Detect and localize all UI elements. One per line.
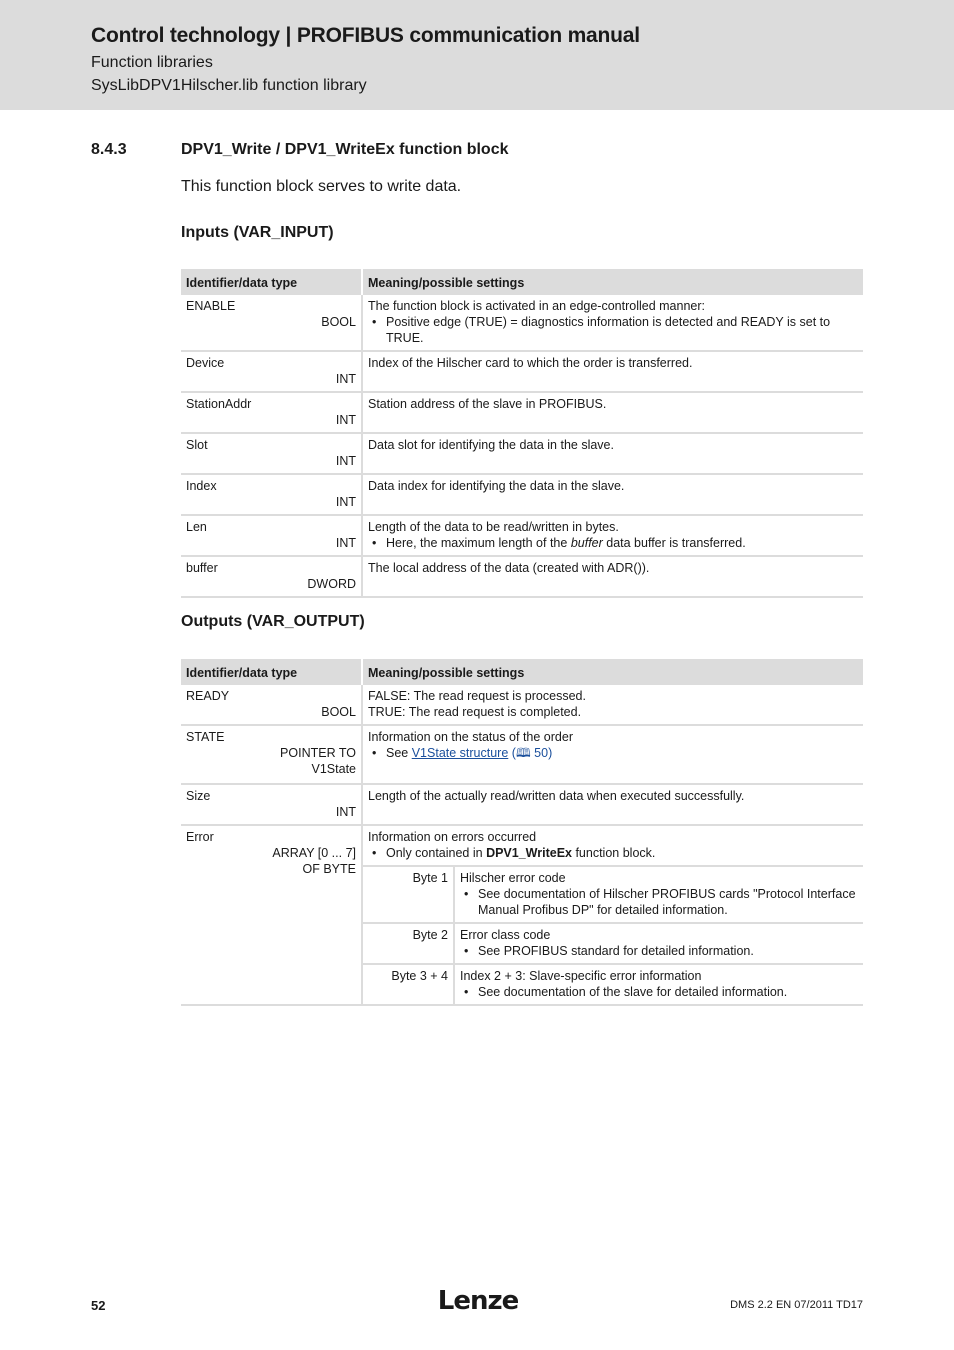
data-type: ARRAY [0 ... 7] xyxy=(272,846,356,860)
lenze-logo-icon xyxy=(438,1286,518,1314)
data-type: OF BYTE xyxy=(302,862,356,876)
bullet-list xyxy=(368,845,858,861)
meaning-cell xyxy=(362,392,863,433)
identifier-name: ENABLE xyxy=(186,299,236,313)
bullet-list xyxy=(460,886,858,918)
data-type: INT xyxy=(335,372,356,386)
bullet-text: See xyxy=(386,746,412,760)
table-row xyxy=(181,392,863,433)
outputs-heading: Outputs (VAR_OUTPUT) xyxy=(181,613,365,630)
data-type: BOOL xyxy=(321,315,356,329)
identifier-cell xyxy=(181,392,362,433)
meaning-text: FALSE: The read request is processed. xyxy=(368,689,586,703)
bullet-item xyxy=(386,845,858,861)
bullet-text: Only contained in xyxy=(386,846,487,860)
outputs-table xyxy=(181,659,863,1006)
table-row xyxy=(181,474,863,515)
error-bytes-table xyxy=(363,865,863,1004)
table-header-row xyxy=(181,659,863,685)
bullet-item: • See PROFIBUS standard for detailed information. xyxy=(478,943,858,959)
data-type: INT xyxy=(335,805,356,819)
meaning-text: The function block is activated in an edge-controlled manner: xyxy=(368,299,705,313)
section-number: 8.4.3 xyxy=(91,141,127,158)
identifier-name: Device xyxy=(186,356,225,370)
data-type: INT xyxy=(335,536,356,550)
column-header-identifier: Identifier/data type xyxy=(181,659,362,685)
byte-title: Error class code xyxy=(460,928,551,942)
identifier-cell xyxy=(181,295,362,351)
bullet-item: • Positive edge (TRUE) = diagnostics information is detected and READY is set to TRUE. xyxy=(386,314,858,346)
bullet-text: function block. xyxy=(571,846,656,860)
inputs-heading: Inputs (VAR_INPUT) xyxy=(181,224,334,241)
meaning-cell xyxy=(362,556,863,597)
bullet-list xyxy=(460,984,858,1000)
column-header-meaning: Meaning/possible settings xyxy=(362,269,863,295)
book-icon: 🕮 xyxy=(515,746,531,760)
document-id: DMS 2.2 EN 07/2011 TD17 xyxy=(730,1299,863,1311)
identifier-cell xyxy=(181,351,362,392)
identifier-cell xyxy=(181,725,362,784)
error-byte-row xyxy=(363,923,863,964)
byte-label: Byte 2 xyxy=(363,923,454,964)
identifier-cell xyxy=(181,685,362,725)
bullet-item xyxy=(386,745,858,761)
data-type: BOOL xyxy=(321,705,356,719)
identifier-name: StationAddr xyxy=(186,397,252,411)
bullet-list xyxy=(368,745,858,761)
identifier-name: Index xyxy=(186,479,217,493)
identifier-name: buffer xyxy=(186,561,218,575)
data-type: V1State xyxy=(311,762,356,776)
meaning-text: Index of the Hilscher card to which the order is transferred. xyxy=(368,356,693,370)
table-row xyxy=(181,351,863,392)
meaning-text: TRUE: The read request is completed. xyxy=(368,705,582,719)
reference-page: 50) xyxy=(530,746,553,760)
identifier-cell xyxy=(181,515,362,556)
byte-label: Byte 1 xyxy=(363,866,454,923)
table-header-row xyxy=(181,269,863,295)
table-row xyxy=(181,784,863,825)
meaning-text: Data index for identifying the data in the slave. xyxy=(368,479,625,493)
bullet-list xyxy=(460,943,858,959)
meaning-cell xyxy=(362,351,863,392)
bullet-text: data buffer is transferred. xyxy=(602,536,746,550)
meaning-cell xyxy=(362,784,863,825)
bullet-item: • See documentation of Hilscher PROFIBUS cards "Protocol Interface Manual Profibus DP" for detailed information. xyxy=(478,886,858,918)
identifier-name: Size xyxy=(186,789,211,803)
column-header-identifier: Identifier/data type xyxy=(181,269,362,295)
error-byte-row xyxy=(363,964,863,1004)
meaning-text: Length of the actually read/written data when executed successfully. xyxy=(368,789,745,803)
section-intro: This function block serves to write data. xyxy=(181,178,462,195)
bullet-list xyxy=(368,314,858,346)
reference-paren: ( xyxy=(508,746,516,760)
data-type: INT xyxy=(335,495,356,509)
table-row xyxy=(181,515,863,556)
page-reference[interactable] xyxy=(508,746,552,760)
byte-title: Index 2 + 3: Slave-specific error information xyxy=(460,969,702,983)
header-title: Control technology | PROFIBUS communication manual xyxy=(91,24,640,47)
meaning-text: Information on the status of the order xyxy=(368,730,573,744)
logo-lettering: Lenze xyxy=(438,1286,518,1314)
identifier-name: Len xyxy=(186,520,207,534)
table-row xyxy=(181,825,863,1005)
buffer-term: buffer xyxy=(570,536,603,550)
bullet-item xyxy=(386,535,858,551)
bullet-list xyxy=(368,535,858,551)
meaning-text: Length of the data to be read/written in bytes. xyxy=(368,520,619,534)
data-type: DWORD xyxy=(307,577,356,591)
identifier-cell xyxy=(181,433,362,474)
page-header xyxy=(0,0,954,110)
identifier-name: READY xyxy=(186,689,230,703)
meaning-cell xyxy=(362,825,863,1005)
data-type: INT xyxy=(335,454,356,468)
header-subtitle-section: SysLibDPV1Hilscher.lib function library xyxy=(91,77,367,94)
table-row xyxy=(181,295,863,351)
meaning-cell xyxy=(362,433,863,474)
byte-description xyxy=(454,923,863,964)
bullet-item: • See documentation of the slave for detailed information. xyxy=(478,984,858,1000)
error-byte-row xyxy=(363,866,863,923)
lenze-logo xyxy=(438,1286,518,1314)
identifier-cell xyxy=(181,474,362,515)
meaning-cell xyxy=(362,685,863,725)
identifier-cell xyxy=(181,556,362,597)
bullet-text: Here, the maximum length of the xyxy=(386,536,571,550)
meaning-cell xyxy=(362,725,863,784)
data-type: INT xyxy=(335,413,356,427)
error-description xyxy=(363,826,863,865)
meaning-cell xyxy=(362,515,863,556)
meaning-text: Information on errors occurred xyxy=(368,830,537,844)
identifier-name: STATE xyxy=(186,730,225,744)
identifier-name: Slot xyxy=(186,438,208,452)
data-type: POINTER TO xyxy=(280,746,356,760)
bullet-bold-text: DPV1_WriteEx xyxy=(486,846,572,860)
header-subtitle-chapter: Function libraries xyxy=(91,54,213,71)
table-row xyxy=(181,725,863,784)
identifier-cell xyxy=(181,784,362,825)
table-row xyxy=(181,685,863,725)
byte-label: Byte 3 + 4 xyxy=(363,964,454,1004)
v1state-structure-link[interactable]: V1State structure xyxy=(411,746,509,760)
meaning-cell xyxy=(362,474,863,515)
identifier-name: Error xyxy=(186,830,214,844)
byte-description xyxy=(454,866,863,923)
meaning-text: The local address of the data (created with ADR()). xyxy=(368,561,650,575)
meaning-cell xyxy=(362,295,863,351)
table-row xyxy=(181,433,863,474)
byte-title: Hilscher error code xyxy=(460,871,566,885)
page-number: 52 xyxy=(91,1298,106,1313)
inputs-table xyxy=(181,269,863,598)
identifier-cell xyxy=(181,825,362,1005)
meaning-text: Data slot for identifying the data in the slave. xyxy=(368,438,614,452)
table-row xyxy=(181,556,863,597)
byte-description xyxy=(454,964,863,1004)
section-title: DPV1_Write / DPV1_WriteEx function block xyxy=(181,141,509,158)
column-header-meaning: Meaning/possible settings xyxy=(362,659,863,685)
meaning-text: Station address of the slave in PROFIBUS. xyxy=(368,397,607,411)
